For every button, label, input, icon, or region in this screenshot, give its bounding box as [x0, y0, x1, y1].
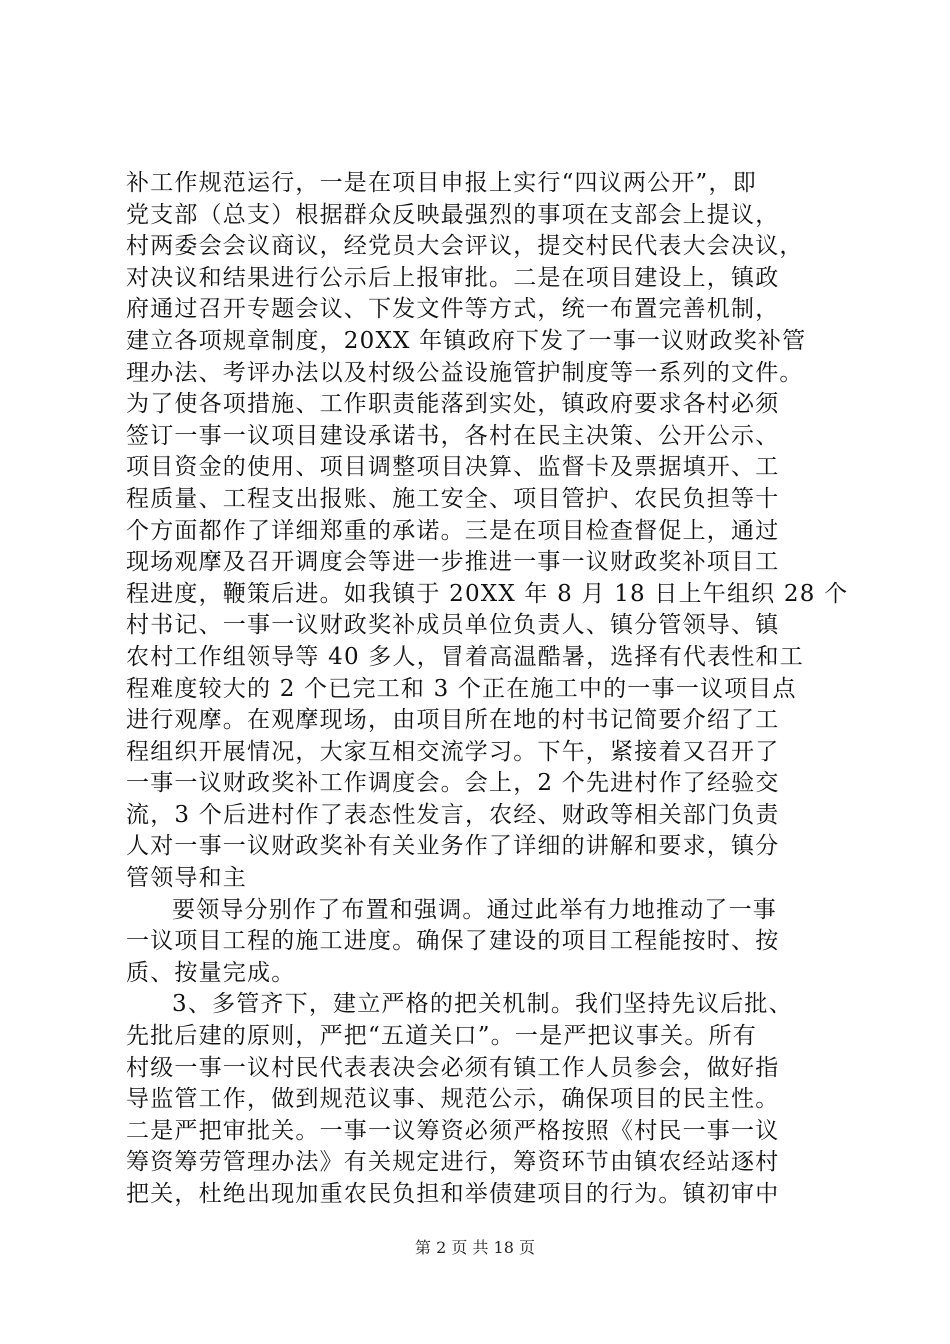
- text-line: 人对一事一议财政奖补有关业务作了详细的讲解和要求，镇分: [126, 833, 780, 860]
- text-line: 管领导和主: [126, 865, 247, 892]
- text-line: 一事一议财政奖补工作调度会。会上，2 个先进村作了经验交: [126, 770, 780, 797]
- text-line: 理办法、考评办法以及村级公益设施管护制度等一系列的文件。: [126, 359, 804, 386]
- page-footer: 第 2 页 共 18 页: [415, 1238, 535, 1257]
- text-line: 质、按量完成。: [126, 959, 296, 986]
- text-line: 筹资筹劳管理办法》有关规定进行，筹资环节由镇农经站逐村: [126, 1149, 780, 1176]
- text-line: 程难度较大的 2 个已完工和 3 个正在施工中的一事一议项目点: [126, 675, 797, 702]
- body-text: [126, 168, 849, 1211]
- text-line: 导监管工作，做到规范议事、规范公示，确保项目的民主性。: [126, 1086, 780, 1113]
- text-line: 村两委会会议商议，经党员大会评议，提交村民代表大会决议，: [126, 233, 804, 260]
- text-line: 府通过召开专题会议、下发文件等方式，统一布置完善机制，: [126, 296, 780, 323]
- text-line: 进行观摩。在观摩现场，由项目所在地的村书记简要介绍了工: [126, 707, 780, 734]
- text-line: 为了使各项措施、工作职责能落到实处，镇政府要求各村必须: [126, 391, 780, 418]
- text-line: 3、多管齐下，建立严格的把关机制。我们坚持先议后批、: [172, 991, 793, 1018]
- text-line: 村级一事一议村民代表表决会必须有镇工作人员参会，做好指: [126, 1054, 780, 1081]
- text-line: 对决议和结果进行公示后上报审批。二是在项目建设上，镇政: [126, 264, 780, 291]
- text-line: 项目资金的使用、项目调整项目决算、监督卡及票据填开、工: [126, 454, 780, 481]
- text-line: 一议项目工程的施工进度。确保了建设的项目工程能按时、按: [126, 928, 780, 955]
- text-line: 村书记、一事一议财政奖补成员单位负责人、镇分管领导、镇: [126, 612, 780, 639]
- text-line: 建立各项规章制度，20XX 年镇政府下发了一事一议财政奖补管: [126, 327, 807, 354]
- text-line: 现场观摩及召开调度会等进一步推进一事一议财政奖补项目工: [126, 549, 780, 576]
- text-line: 补工作规范运行，一是在项目申报上实行“四议两公开”，即: [126, 170, 757, 196]
- text-line: 签订一事一议项目建设承诺书，各村在民主决策、公开公示、: [126, 422, 780, 449]
- text-line: 把关，杜绝出现加重农民负担和举债建项目的行为。镇初审中: [126, 1181, 780, 1207]
- text-line: 流，3 个后进村作了表态性发言，农经、财政等相关部门负责: [126, 801, 780, 828]
- text-line: 程组织开展情况，大家互相交流学习。下午，紧接着又召开了: [126, 738, 780, 765]
- text-line: 先批后建的原则，严把“五道关口”。一是严把议事关。所有: [126, 1023, 757, 1050]
- text-line: 程质量、工程支出报账、施工安全、项目管护、农民负担等十: [126, 485, 780, 512]
- text-line: 个方面都作了详细郑重的承诺。三是在项目检查督促上，通过: [126, 517, 780, 544]
- text-line: 程进度，鞭策后进。如我镇于 20XX 年 8 月 18 日上午组织 28 个: [126, 580, 849, 607]
- text-line: 党支部（总支）根据群众反映最强烈的事项在支部会上提议，: [126, 201, 780, 228]
- text-line: 要领导分别作了布置和强调。通过此举有力地推动了一事: [172, 896, 777, 923]
- text-line: 农村工作组领导等 40 多人，冒着高温酷暑，选择有代表性和工: [126, 643, 804, 670]
- text-line: 二是严把审批关。一事一议筹资必须严格按照《村民一事一议: [126, 1117, 780, 1144]
